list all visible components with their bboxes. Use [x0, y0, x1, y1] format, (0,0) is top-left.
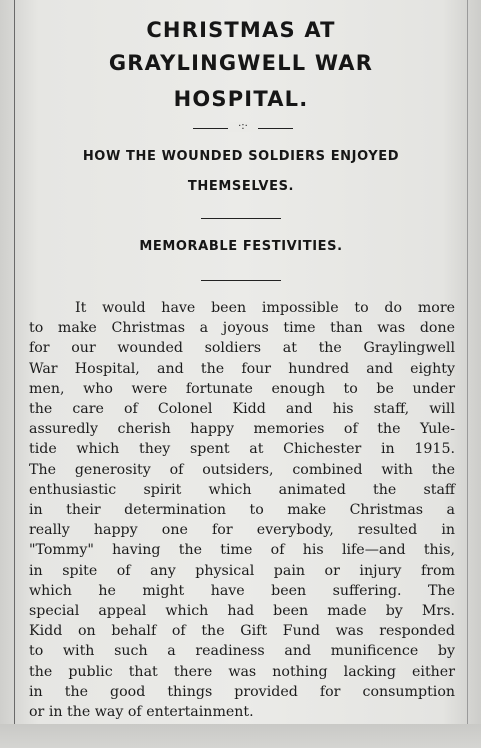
body-line: the public that there was nothing lacking either	[29, 663, 455, 680]
subheading-line-2: THEMSELVES.	[187, 179, 295, 194]
section-heading: MEMORABLE FESTIVITIES.	[139, 239, 343, 254]
body-line: The generosity of outsiders, combined with the	[29, 461, 455, 478]
body-line: assuredly cherish happy memories of the Yule-	[29, 421, 455, 438]
article-column	[14, 0, 468, 724]
headline-line-1: CHRISTMAS AT	[146, 18, 336, 42]
body-line: It would have been impossible to do more	[75, 300, 455, 316]
body-line: men, who were fortunate enough to be under	[29, 380, 455, 397]
article-body	[29, 298, 455, 722]
body-line: to make Christmas a joyous time than was done	[29, 320, 455, 337]
headline-line-2: GRAYLINGWELL WAR	[108, 51, 374, 75]
body-line: for our wounded soldiers at the Graylingwell	[29, 340, 455, 357]
divider-rule	[201, 280, 281, 281]
body-line: really happy one for everybody, resulted in	[29, 522, 455, 539]
ornament-icon: ·:·	[228, 122, 258, 132]
body-line: which he might have been suffering. The	[29, 582, 455, 599]
body-line: tide which they spent at Chichester in 1915.	[29, 441, 455, 458]
body-line: or in the way of entertainment.	[29, 704, 254, 721]
body-line: to with such a readiness and munificence by	[29, 643, 455, 660]
body-line: in their determination to make Christmas a	[29, 502, 455, 519]
page-edge-shadow	[0, 724, 481, 748]
subheading-line-1: HOW THE WOUNDED SOLDIERS ENJOYED	[82, 149, 400, 164]
body-line: the care of Colonel Kidd and his staff, will	[29, 401, 455, 418]
body-line: in spite of any physical pain or injury from	[29, 562, 455, 579]
divider-rule	[201, 218, 281, 219]
body-line: Kidd on behalf of the Gift Fund was responded	[29, 623, 455, 640]
body-line: in the good things provided for consumption	[29, 683, 455, 700]
body-line: special appeal which had been made by Mrs.	[29, 603, 455, 620]
body-line: War Hospital, and the four hundred and eighty	[29, 360, 455, 377]
body-line: "Tommy" having the time of his life—and this,	[29, 542, 455, 559]
headline-line-3: HOSPITAL.	[173, 87, 309, 111]
body-line: enthusiastic spirit which animated the staff	[29, 481, 455, 498]
